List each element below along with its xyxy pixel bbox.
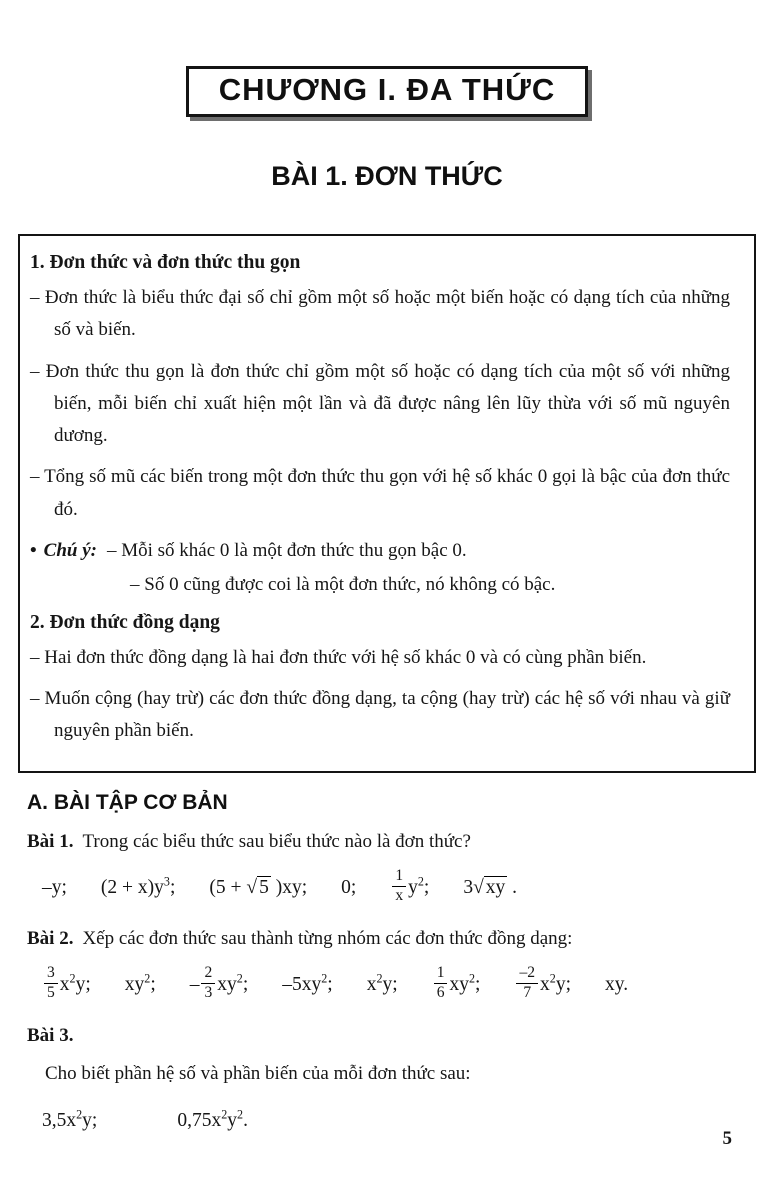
math-superscript: 2 bbox=[144, 971, 151, 986]
math-superscript: 2 bbox=[237, 1107, 244, 1122]
theory-point-3: – Tổng số mũ các biến trong một đơn thức thu gọn với hệ số khác 0 gọi là bậc của đơn thức đó. bbox=[30, 466, 730, 520]
fraction-numerator: 2 bbox=[201, 964, 215, 984]
note-chu-y bbox=[30, 535, 730, 567]
fraction-denominator: 6 bbox=[436, 984, 445, 1002]
fraction-numerator: –2 bbox=[516, 964, 538, 984]
math-superscript: 2 bbox=[69, 971, 76, 986]
exercise-2-intro bbox=[27, 924, 756, 954]
exercise-1-label: Bài 1. bbox=[27, 830, 74, 852]
math-text: ; bbox=[242, 974, 249, 996]
fraction-numerator: 1 bbox=[434, 964, 448, 984]
exercise-1-expressions bbox=[42, 869, 756, 908]
page-number: 5 bbox=[722, 1128, 732, 1149]
fraction-denominator: 5 bbox=[47, 984, 55, 1002]
theory-point-1: – Đơn thức là biểu thức đại số chỉ gồm một số hoặc một biến hoặc có dạng tích của những số và biến. bbox=[30, 287, 730, 341]
math-text: xy bbox=[124, 974, 145, 996]
math-text: ; bbox=[327, 974, 333, 996]
math-text: 0; bbox=[341, 876, 357, 898]
exercise-2-text: Xếp các đơn thức sau thành từng nhóm các đơn thức đồng dạng: bbox=[82, 927, 573, 949]
math-superscript: 2 bbox=[221, 1107, 228, 1122]
chapter-title: CHƯƠNG I. ĐA THỨC bbox=[218, 72, 556, 107]
exercise-1-text: Trong các biểu thức sau biểu thức nào là đơn thức? bbox=[82, 830, 471, 852]
exercise-2-label: Bài 2. bbox=[27, 927, 74, 949]
math-superscript: 2 bbox=[376, 971, 383, 986]
math-text: y bbox=[408, 876, 418, 898]
math-text: y; bbox=[82, 1109, 98, 1131]
exercise-3-label: Bài 3. bbox=[27, 1024, 74, 1046]
note-line-1: – Mỗi số khác 0 là một đơn thức thu gọn bậc 0. bbox=[106, 540, 467, 562]
exercise-2-expressions bbox=[42, 966, 756, 1005]
math-text: 0,75x bbox=[177, 1109, 222, 1131]
math-text: 3,5x bbox=[42, 1109, 77, 1131]
math-text: x bbox=[366, 974, 377, 996]
radical-icon: √ bbox=[246, 876, 258, 898]
chapter-banner bbox=[186, 66, 589, 117]
math-superscript: 3 bbox=[163, 874, 170, 889]
theory-point-4: – Hai đơn thức đồng dạng là hai đơn thức với hệ số khác 0 và có cùng phần biến. bbox=[30, 646, 647, 668]
fraction-denominator: 3 bbox=[204, 984, 213, 1002]
exercise-3-text: Cho biết phần hệ số và phần biến của mỗi đơn thức sau: bbox=[45, 1063, 471, 1085]
math-superscript: 2 bbox=[76, 1107, 83, 1122]
math-superscript: 2 bbox=[321, 971, 328, 986]
math-text: y bbox=[227, 1109, 238, 1131]
math-text: xy bbox=[217, 974, 237, 996]
exercises-heading: A. BÀI TẬP CƠ BẢN bbox=[27, 790, 228, 814]
math-sqrt bbox=[473, 876, 507, 898]
math-text: –5xy bbox=[282, 974, 322, 996]
math-fraction bbox=[44, 964, 58, 1002]
bullet-icon: • bbox=[30, 540, 37, 562]
math-fraction bbox=[392, 867, 406, 905]
math-text: ; bbox=[423, 876, 430, 898]
theory-point-2: – Đơn thức thu gọn là đơn thức chỉ gồm một số hoặc có dạng tích của một số với những biến, mỗi biến chỉ xuất hiện một lần và đã được nâng lên lũy thừa với số mũ nguyên dương. bbox=[30, 360, 730, 447]
math-sqrt bbox=[246, 876, 270, 898]
math-text: – bbox=[189, 974, 200, 996]
math-fraction bbox=[434, 964, 448, 1002]
math-text: y; bbox=[555, 974, 572, 996]
section-title-2: 2. Đơn thức đồng dạng bbox=[30, 611, 220, 633]
exercise-1-intro bbox=[27, 827, 756, 857]
chapter-banner-wrap bbox=[18, 66, 756, 117]
exercise-3-expressions bbox=[42, 1102, 756, 1139]
math-fraction bbox=[201, 964, 215, 1002]
math-text: 3 bbox=[463, 876, 474, 898]
note-line-2: – Số 0 cũng được coi là một đơn thức, nó không có bậc. bbox=[130, 574, 556, 596]
math-text: . bbox=[243, 1109, 248, 1131]
math-text: (5 + bbox=[209, 876, 247, 898]
theory-box bbox=[18, 234, 756, 773]
math-text: . bbox=[507, 876, 518, 898]
radical-icon: √ bbox=[473, 876, 484, 898]
math-text: ; bbox=[475, 974, 481, 996]
math-text: y; bbox=[75, 974, 91, 996]
fraction-denominator: 7 bbox=[523, 984, 532, 1002]
fraction-numerator: 1 bbox=[392, 867, 406, 887]
math-text: ; bbox=[169, 876, 176, 898]
math-text: y; bbox=[382, 974, 398, 996]
exercise-3-intro bbox=[27, 1021, 756, 1051]
math-text: –y; bbox=[42, 876, 67, 898]
math-text: )xy; bbox=[270, 876, 308, 898]
math-text: (2 + x)y bbox=[100, 876, 164, 898]
math-text: xy. bbox=[605, 974, 629, 996]
fraction-numerator: 3 bbox=[44, 964, 58, 984]
note-label: Chú ý: bbox=[43, 540, 97, 562]
math-radicand: xy bbox=[485, 876, 506, 898]
math-text: x bbox=[540, 974, 550, 996]
math-text: xy bbox=[449, 974, 469, 996]
math-text: x bbox=[59, 974, 70, 996]
math-radicand: 5 bbox=[259, 876, 269, 898]
math-superscript: 2 bbox=[468, 971, 476, 986]
math-fraction bbox=[516, 964, 538, 1002]
math-text: ; bbox=[150, 974, 156, 996]
section-title-1: 1. Đơn thức và đơn thức thu gọn bbox=[30, 252, 301, 273]
math-superscript: 2 bbox=[417, 874, 424, 889]
math-superscript: 2 bbox=[236, 971, 243, 986]
lesson-title: BÀI 1. ĐƠN THỨC bbox=[271, 161, 503, 191]
fraction-denominator: x bbox=[395, 886, 404, 904]
math-superscript: 2 bbox=[549, 971, 556, 986]
theory-point-5: – Muốn cộng (hay trừ) các đơn thức đồng dạng, ta cộng (hay trừ) các hệ số với nhau và giữ nguyên phần biến. bbox=[30, 687, 730, 742]
